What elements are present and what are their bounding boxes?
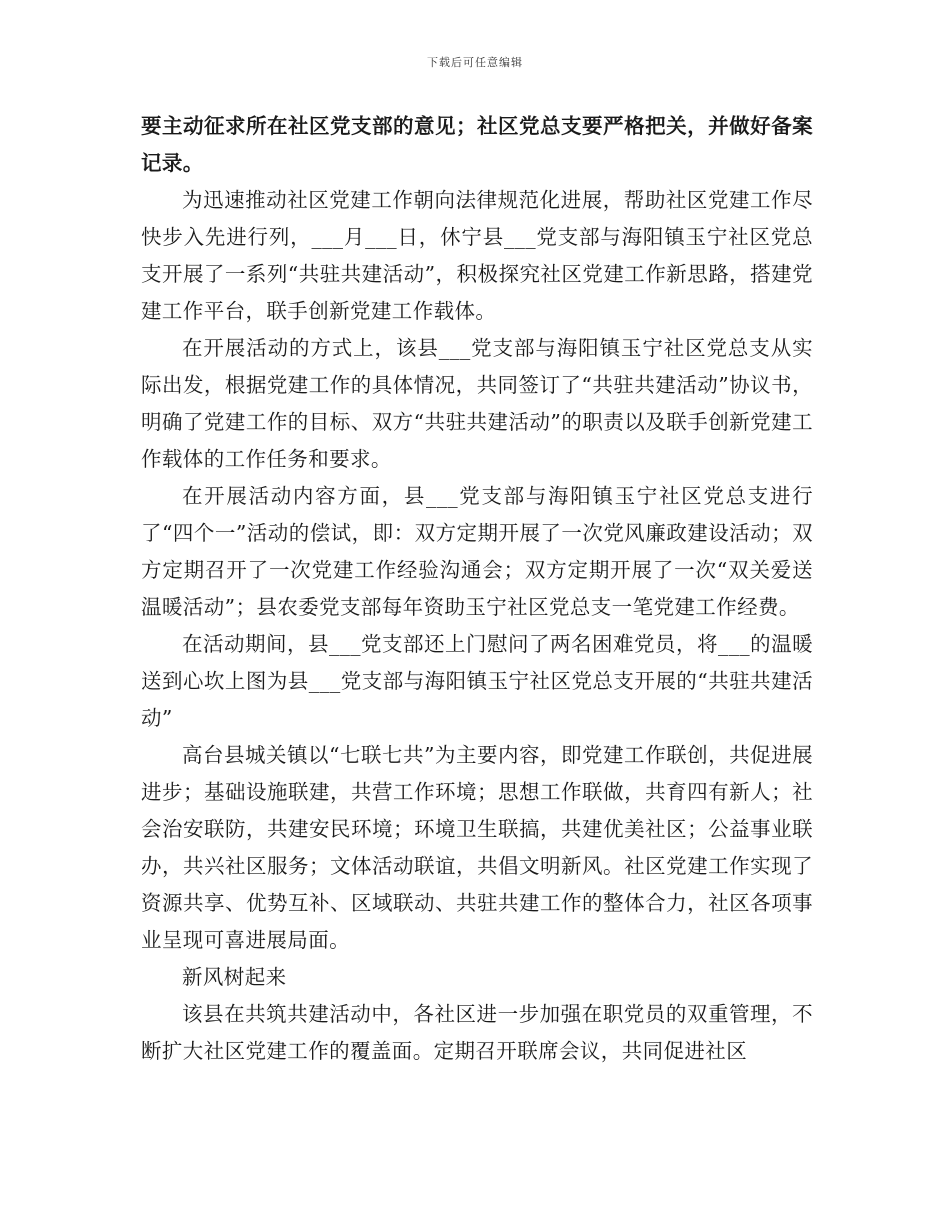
document-body [141, 108, 813, 1070]
paragraph-1: 要主动征求所在社区党支部的意见；社区党总支要严格把关，并做好备案记录。 [141, 114, 813, 175]
paragraph-4: 在开展活动内容方面，县___党支部与海阳镇玉宁社区党总支进行了“四个一”活动的偿试，即：双方定期开展了一次党风廉政建设活动；双方定期召开了一次党建工作经验沟通会；双方定期开展了一次“双关爱送温暖活动”；县农委党支部每年资助玉宁社区党总支一笔党建工作经费。 [141, 484, 813, 619]
paragraph-3: 在开展活动的方式上，该县___党支部与海阳镇玉宁社区党总支从实际出发，根据党建工作的具体情况，共同签订了“共驻共建活动”协议书，明确了党建工作的目标、双方“共驻共建活动”的职责以及联手创新党建工作载体的工作任务和要求。 [141, 336, 813, 471]
paragraph-7: 该县在共筑共建活动中，各社区进一步加强在职党员的双重管理，不断扩大社区党建工作的覆盖面。定期召开联席会议，共同促进社区 [141, 1002, 813, 1063]
section-heading: 新风树起来 [182, 965, 287, 989]
paragraph-5: 在活动期间，县___党支部还上门慰问了两名困难党员，将___的温暖送到心坎上图为县___党支部与海阳镇玉宁社区党总支开展的“共驻共建活动” [141, 632, 814, 730]
paragraph-6: 高台县城关镇以“七联七共”为主要内容，即党建工作联创，共促进展进步；基础设施联建，共营工作环境；思想工作联做，共育四有新人；社会治安联防，共建安民环境；环境卫生联搞，共建优美社区；公益事业联办，共兴社区服务；文体活动联谊，共倡文明新风。社区党建工作实现了资源共享、优势互补、区域联动、共驻共建工作的整体合力，社区各项事业呈现可喜进展局面。 [141, 743, 813, 952]
paragraph-2: 为迅速推动社区党建工作朝向法律规范化进展，帮助社区党建工作尽快步入先进行列，___月___日，休宁县___党支部与海阳镇玉宁社区党总支开展了一系列“共驻共建活动”，积极探究社区党建工作新思路，搭建党建工作平台，联手创新党建工作载体。 [141, 188, 813, 323]
page-header: 下载后可任意编辑 [427, 56, 523, 69]
